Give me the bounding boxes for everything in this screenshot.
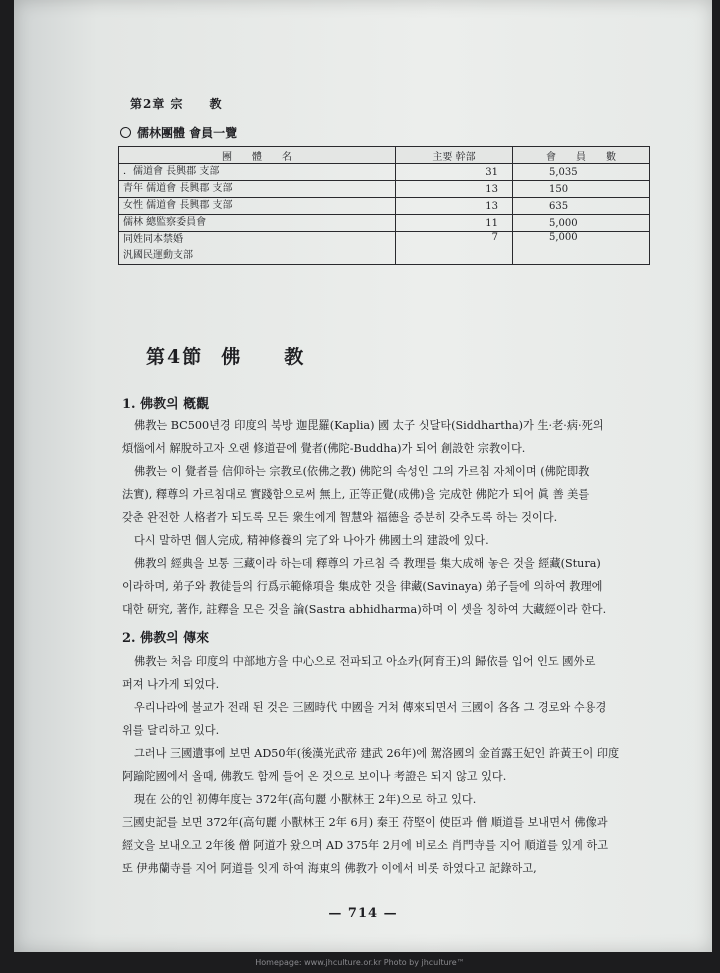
leaders-count: 13 — [396, 198, 513, 215]
leaders-count: 7 — [396, 232, 513, 265]
org-name: 儒林 總監察委員會 — [119, 215, 396, 232]
text-line: 또 伊弗蘭寺를 지어 阿道를 잇게 하여 海東의 佛教가 이에서 비롯 하였다고 記錄하고, — [122, 862, 537, 875]
section-title: 第4節 佛 教 — [146, 346, 306, 368]
header-org-name: 團 體 名 — [119, 147, 396, 164]
org-name: 女性 儒道會 長興郡 支部 — [119, 198, 396, 215]
members-count: 5,000 — [513, 232, 650, 265]
text-line: 대한 研究, 著作, 註釋을 모은 것을 論(Sastra abhidharma)하며 이 셋을 칭하여 大藏經이라 한다. — [122, 603, 607, 616]
members-count: 635 — [513, 198, 650, 215]
overview-paragraphs — [122, 414, 648, 621]
members-table — [118, 146, 650, 265]
org-name: 同姓同本禁婚 汎國民運動支部 — [119, 232, 396, 265]
circle-bullet-icon — [120, 127, 131, 138]
leaders-count: 11 — [396, 215, 513, 232]
text-line: 그러나 三國遺事에 보면 AD50年(後漢光武帝 建武 26年)에 駕洛國의 金首露王妃인 許黃王이 印度 — [134, 747, 620, 760]
photo-credit-footer: Homepage: www.jhculture.or.kr Photo by jhculture™ — [255, 958, 465, 967]
table-row — [119, 181, 650, 198]
text-line: 阿踰陀國에서 올때, 佛教도 함께 들어 온 것으로 보이나 考證은 되지 않고 있다. — [122, 770, 507, 783]
text-line: 經文을 보내오고 2年後 僧 阿道가 왔으며 AD 375年 2月에 비로소 肖門寺를 지어 順道를 있게 하고 — [122, 839, 609, 852]
header-leaders: 主要 幹部 — [396, 147, 513, 164]
table-row — [119, 232, 650, 265]
text-line: 佛教는 처음 印度의 中部地方을 中心으로 전파되고 아쇼카(阿育王)의 歸依를 입어 인도 國外로 — [134, 655, 596, 668]
table-row — [119, 215, 650, 232]
text-line: 위를 달리하고 있다. — [122, 724, 220, 737]
org-name: ．儒道會 長興郡 支部 — [119, 164, 396, 181]
table-row — [119, 164, 650, 181]
table-title: 儒林團體 會員一覽 — [120, 124, 237, 141]
members-count: 150 — [513, 181, 650, 198]
text-line: 法實), 釋尊의 가르침대로 實踐함으로써 無上, 正等正覺(成佛)을 完成한 佛陀가 되어 眞 善 美를 — [122, 488, 590, 501]
members-count: 5,000 — [513, 215, 650, 232]
text-line: 三國史記를 보면 372年(高句麗 小獸林王 2年 6月) 秦王 苻堅이 使臣과 僧 順道를 보내면서 佛像과 — [122, 816, 608, 829]
org-name: 青年 儒道會 長興郡 支部 — [119, 181, 396, 198]
text-line: 갖춘 완전한 人格者가 되도록 모든 衆生에게 智慧와 福德을 증분히 갖추도록 하는 것이다. — [122, 511, 558, 524]
text-line: 現在 公的인 初傳年度는 372年(高句麗 小獸林王 2年)으로 하고 있다. — [134, 793, 477, 806]
text-line: 이라하며, 弟子와 教徒들의 行爲示範條項을 集成한 것을 律藏(Savinaya) 弟子들에 의하여 教理에 — [122, 580, 603, 593]
text-line: 佛教는 BC500년경 印度의 북방 迦毘羅(Kaplia) 國 太子 싯달타(Siddhartha)가 生·老·病·死의 — [134, 419, 604, 432]
table-row — [119, 198, 650, 215]
text-line: 다시 말하면 個人完成, 精神修養의 完了와 나아가 佛國土의 建設에 있다. — [134, 534, 489, 547]
page-number: — 714 — — [328, 906, 398, 921]
leaders-count: 13 — [396, 181, 513, 198]
header-members: 會 員 數 — [513, 147, 650, 164]
transmission-paragraphs — [122, 650, 648, 880]
members-count: 5,035 — [513, 164, 650, 181]
text-line: 煩惱에서 解脫하고자 오랜 修道끝에 覺者(佛陀-Buddha)가 되어 創設한 宗教이다. — [122, 442, 526, 455]
table-header-row — [119, 147, 650, 164]
subsection-overview-heading: 1. 佛教의 槪觀 — [122, 397, 210, 412]
text-line: 우리나라에 불교가 전래 된 것은 三國時代 中國을 거쳐 傳來되면서 三國이 各各 그 경로와 수용경 — [134, 701, 607, 714]
text-line: 佛教의 經典을 보통 三藏이라 하는데 釋尊의 가르침 즉 教理를 集大成해 놓은 것을 經藏(Stura) — [134, 557, 601, 570]
document-page — [14, 0, 712, 952]
subsection-transmission-heading: 2. 佛教의 傳來 — [122, 631, 210, 646]
text-line: 佛教는 이 覺者를 信仰하는 宗教로(依佛之教) 佛陀의 속성인 그의 가르침 자체이며 (佛陀即教 — [134, 465, 590, 478]
chapter-header: 第2章 宗 教 — [130, 97, 223, 111]
leaders-count: 31 — [396, 164, 513, 181]
text-line: 퍼져 나가게 되었다. — [122, 678, 220, 691]
